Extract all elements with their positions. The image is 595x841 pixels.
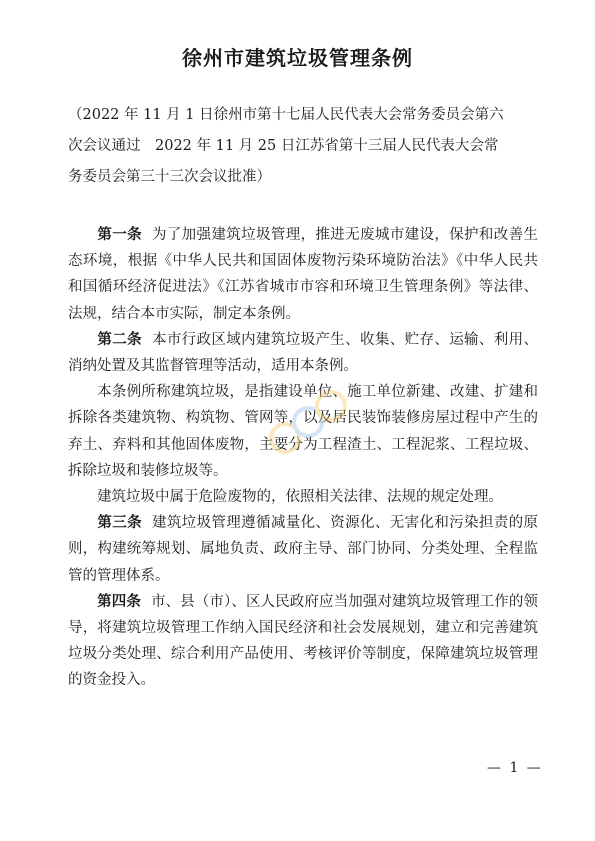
document-title: 徐州市建筑垃圾管理条例	[182, 46, 413, 70]
adoption-note-line: 次会议通过 2022 年 11 月 25 日江苏省第十三届人民代表大会常	[68, 138, 499, 154]
article-text: 为了加强建筑垃圾管理，推进无废城市建设，保护和改善生态环境，根据《中华人民共和国固体废物污染环境防治法》《中华人民共和国循环经济促进法》《江苏省城市市容和环境卫生管理条例》等法律、法规，结合本市实际，制定本条例。	[68, 227, 539, 322]
article-text: 本市行政区域内建筑垃圾产生、收集、贮存、运输、利用、消纳处置及其监督管理等活动，适用本条例。	[68, 331, 539, 375]
adoption-note	[68, 100, 538, 193]
article-label: 第三条	[97, 515, 142, 532]
article-4	[68, 589, 538, 694]
article-text: 建筑垃圾管理遵循减量化、资源化、无害化和污染担责的原则，构建统筹规划、属地负责、政府主导、部门协同、分类处理、全程监管的管理体系。	[68, 515, 539, 584]
article-label: 第一条	[97, 227, 142, 243]
article-1	[68, 222, 538, 327]
article-2	[68, 327, 538, 379]
adoption-note-line: 务委员会第三十三次会议批准）	[68, 169, 271, 185]
article-label: 第二条	[97, 331, 142, 348]
article-text: 市、县（市）、区人民政府应当加强对建筑垃圾管理工作的领导，将建筑垃圾管理工作纳入国民经济和社会发展规划，建立和完善建筑垃圾分类处理、综合利用产品使用、考核评价等制度，保障建筑垃圾管理的资金投入。	[68, 593, 539, 689]
article-text: 本条例所称建筑垃圾，是指建设单位、施工单位新建、改建、扩建和拆除各类建筑物、构筑物、管网等，以及居民装饰装修房屋过程中产生的弃土、弃料和其他固体废物，主要分为工程渣土、工程泥浆、工程垃圾、拆除垃圾和装修垃圾等。	[68, 384, 538, 479]
page-number: — 1 —	[487, 760, 543, 776]
article-text: 建筑垃圾中属于危险废物的，依照相关法律、法规的规定处理。	[97, 489, 503, 506]
article-3	[68, 510, 538, 589]
adoption-note-line: （2022 年 11 月 1 日徐州市第十七届人民代表大会常务委员会第六	[68, 107, 504, 123]
article-2-paragraph	[68, 484, 538, 510]
article-label: 第四条	[97, 593, 141, 610]
